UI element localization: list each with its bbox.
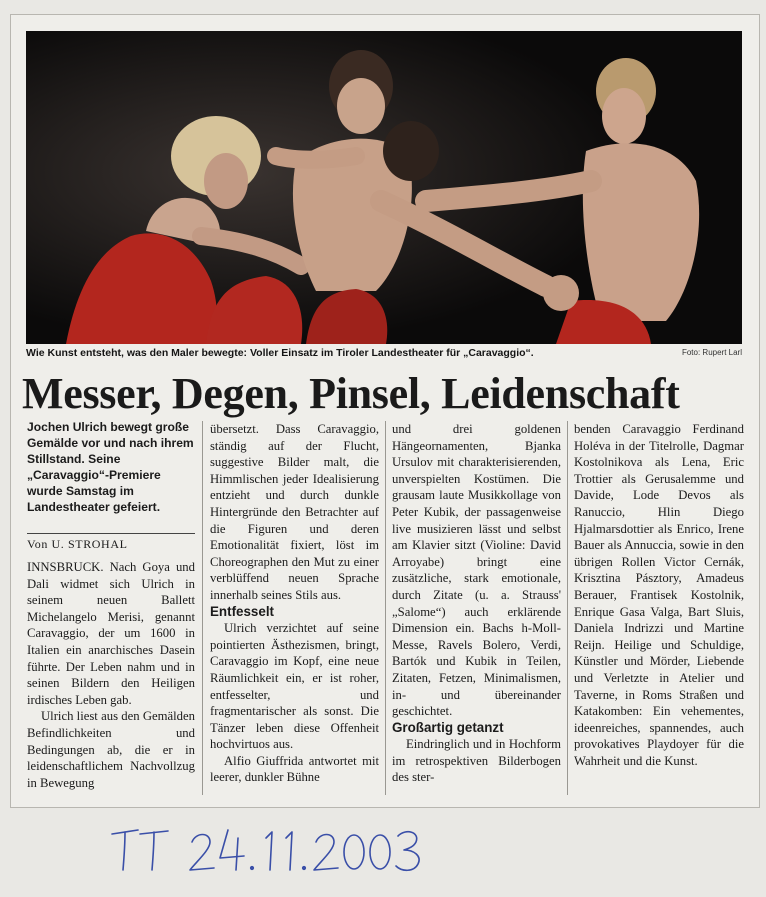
paragraph: Ulrich liest aus den Gemälden Befindlichkeiten und Bedingungen ab, die er in leidenschaftlichem Nachvollzug in Bewegung — [27, 709, 195, 790]
photo-caption — [26, 347, 742, 359]
teaser: Jochen Ulrich bewegt große Gemälde vor und nach ihrem Stillstand. Seine „Caravaggio“-Premiere wurde Samstag im Landestheater gefeiert. — [27, 420, 194, 514]
column-rule — [385, 421, 386, 795]
handwritten-date-text: TT 24.11.2003 — [110, 820, 116, 821]
paragraph: Alfio Giuffrida antwortet mit leerer, dunkler Bühne — [210, 753, 379, 785]
subheading: Großartig getanzt — [392, 719, 504, 735]
column-rule — [567, 421, 568, 795]
article-column-4 — [574, 421, 744, 769]
article-column-2 — [210, 421, 379, 786]
subheading: Entfesselt — [210, 603, 274, 619]
column-rule — [202, 421, 203, 795]
dancers-illustration — [26, 31, 742, 344]
article-column-1 — [27, 559, 195, 791]
paragraph: Ulrich verzichtet auf seine pointierten Ästhezismen, bringt, Caravaggio im Kopf, eine neue Räumlichkeit ein, er ist roher, entfesselter, und fragmentarischer als sonst. Die Tänzer leben diese Offenheit hochvirtuos aus. — [210, 621, 379, 752]
byline: Von U. STROHAL — [27, 533, 195, 552]
headline: Messer, Degen, Pinsel, Leidenschaft — [22, 369, 680, 418]
dance-photo — [26, 31, 742, 344]
caption-text: Wie Kunst entsteht, was den Maler bewegte: Voller Einsatz im Tiroler Landestheater für „Caravaggio“. — [26, 347, 534, 359]
photo-credit: Foto: Rupert Larl — [681, 348, 742, 357]
handwritten-date — [110, 820, 450, 880]
paragraph: übersetzt. Dass Caravaggio, ständig auf der Flucht, suggestive Bilder malt, die Himmlischen jeder Idealisierung entzieht und durch dunkle Hintergründe den Betrachter auf die Figuren und deren Emotionalität fixiert, löst im Choreographen den Mut zu einer verblüffend neuen Sprache innerhalb seines Stils aus. — [210, 422, 379, 602]
article-column-3 — [392, 421, 561, 786]
paragraph: benden Caravaggio Ferdinand Holéva in der Titelrolle, Dagmar Kostolnikova als Lena, Eric Trottier als Gerusalemme und Davide, Lode Devos als Ranuccio, Hlin Diego Hjalmarsdottier als Enrico, Irene Bauer als Annuccia, sowie in den übrigen Rollen Victor Cernák, Krisztina Pásztory, Amadeus Berauer, Frantisek Kostolnik, Enrique Gasa Valga, Bart Sluis, Daniela Indrizzi und Martine Reijn. Heilige und Schuldige, Künstler und Mörder, Liebende und Verletzte in Atelier und Taverne, in Roms Straßen und Katakomben: Ein vehementes, ideenreiches, spannendes, auch provokatives Playdoyer für die Wahrheit und die Kunst. — [574, 422, 744, 768]
paragraph: INNSBRUCK. Nach Goya und Dali widmet sich Ulrich in seinem neuen Ballett Michelangelo Merisi, genannt Caravaggio, der um 1600 in Italien ein anarchisches Dasein führte. Der Leben nahm und in seinen Bildern den Heiligen irdisches Leben gab. — [27, 560, 195, 707]
paragraph: Eindringlich und in Hochform im retrospektiven Bilderbogen des ster- — [392, 737, 561, 785]
paragraph: und drei goldenen Hängeornamenten, Bjanka Ursulov mit charakterisierenden, unverspielten Kostümen. Die grausam laute Musikkollage von Peter Kubik, der passagenweise live musizieren lässt und selbst am Klavier sitzt (Violine: David Arroyabe) bringt eine zusätzliche, stark emotionale, durch Zitate (u. a. Strauss' „Salome“) auch erklärende Dimension ein. Bachs h-Moll-Messe, Ravels Bolero, Verdi, Bartók und Kubik in Teilen, Zitaten, Fetzen, Minimalismen, in- und übereinander geschichtet. — [392, 422, 561, 719]
